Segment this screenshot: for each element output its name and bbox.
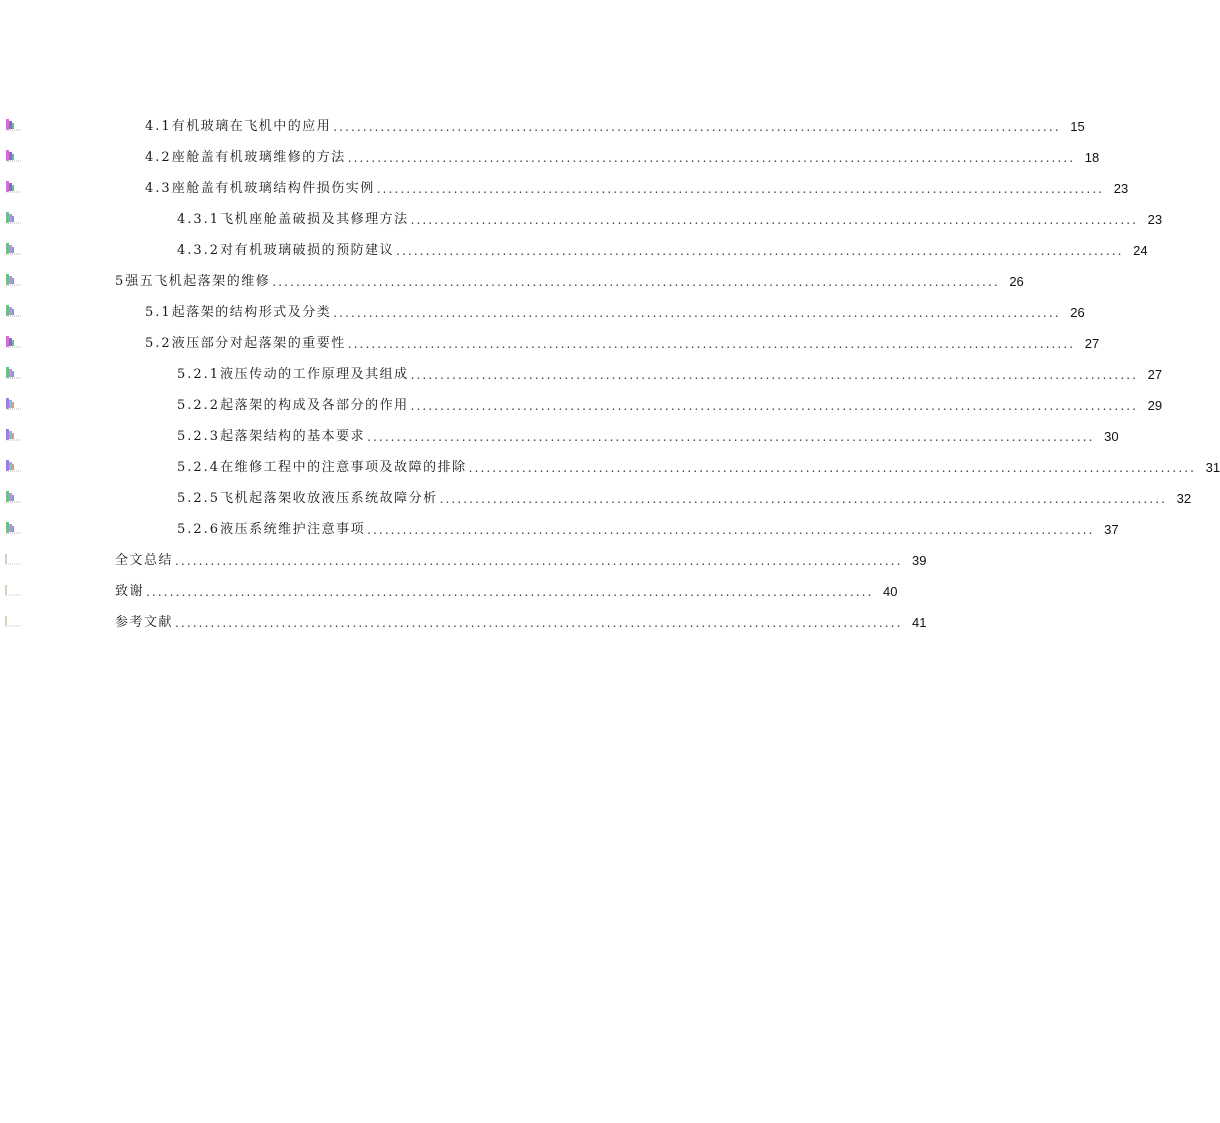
toc-leader-dots: ...........................................................................................................................: [146, 585, 874, 599]
toc-leader-dots: ...........................................................................................................................: [333, 120, 1061, 134]
toc-leader-dots: ...........................................................................................................................: [175, 554, 903, 568]
toc-entry[interactable]: [0, 610, 927, 632]
margin-marker-icon: [4, 334, 24, 350]
toc-page-number: 27: [1084, 336, 1100, 351]
toc-section-number: 5.2.6: [177, 522, 221, 537]
toc-title: 液压传动的工作原理及其组成: [220, 367, 409, 382]
toc-page-number: 23: [1113, 181, 1129, 196]
margin-marker-icon: [4, 427, 24, 443]
toc-entry[interactable]: [0, 393, 1163, 415]
toc-title: 飞机起落架收放液压系统故障分析: [220, 491, 438, 506]
toc-leader-dots: ...........................................................................................................................: [347, 337, 1076, 351]
margin-marker-icon: [4, 489, 24, 505]
toc-entry[interactable]: [0, 517, 1119, 539]
margin-marker-icon: [4, 520, 24, 536]
toc-page-number: 26: [1070, 305, 1085, 320]
toc-page-number: 23: [1147, 212, 1163, 227]
toc-entry[interactable]: [0, 579, 898, 601]
margin-marker-icon: [4, 458, 24, 474]
margin-marker-icon: [4, 613, 24, 629]
toc-title: 起落架的构成及各部分的作用: [220, 398, 409, 413]
toc-title: 液压系统维护注意事项: [220, 522, 366, 537]
margin-marker-icon: [4, 241, 24, 257]
toc-section-number: 4.2: [145, 150, 172, 165]
toc-section-number: 4.3: [145, 181, 172, 196]
toc-entry[interactable]: [0, 238, 1148, 260]
toc-entry[interactable]: [0, 455, 1220, 477]
toc-leader-dots: ...........................................................................................................................: [333, 306, 1061, 320]
toc-section-number: 4.1: [145, 119, 172, 134]
toc-entry[interactable]: [0, 424, 1119, 446]
toc-title: 对有机玻璃破损的预防建议: [220, 243, 395, 258]
toc-page-number: 40: [883, 584, 898, 599]
toc-title: 座舱盖有机玻璃维修的方法: [171, 150, 346, 165]
toc-leader-dots: ...........................................................................................................................: [396, 244, 1124, 258]
margin-marker-icon: [4, 365, 24, 381]
toc-leader-dots: ...........................................................................................................................: [439, 492, 1168, 506]
toc-entry[interactable]: [0, 145, 1100, 167]
toc-section-number: 5.2.2: [177, 398, 221, 413]
toc-entry[interactable]: [0, 362, 1163, 384]
toc-title: 在维修工程中的注意事项及故障的排除: [220, 460, 467, 475]
toc-page-number: 30: [1104, 429, 1119, 444]
toc-leader-dots: ...........................................................................................................................: [468, 461, 1197, 475]
toc-page-number: 29: [1147, 398, 1163, 413]
toc-title: 强五飞机起落架的维修: [125, 274, 271, 289]
toc-title: 座舱盖有机玻璃结构件损伤实例: [171, 181, 375, 196]
toc-title: 有机玻璃在飞机中的应用: [171, 119, 332, 134]
toc-title: 起落架的结构形式及分类: [171, 305, 332, 320]
margin-marker-icon: [4, 396, 24, 412]
toc-page-number: 27: [1147, 367, 1163, 382]
toc-leader-dots: ...........................................................................................................................: [272, 275, 1000, 289]
toc-title: 全文总结: [115, 553, 174, 568]
toc-leader-dots: ...........................................................................................................................: [175, 616, 903, 630]
toc-page-number: 37: [1104, 522, 1119, 537]
toc-section-number: 5.2.3: [177, 429, 221, 444]
toc-section-number: 5.2.1: [177, 367, 221, 382]
toc-page-number: 26: [1009, 274, 1024, 289]
toc-section-number: 4.3.2: [177, 243, 221, 258]
margin-marker-icon: [4, 148, 24, 164]
toc-leader-dots: ...........................................................................................................................: [410, 368, 1139, 382]
toc-leader-dots: ...........................................................................................................................: [367, 430, 1095, 444]
margin-marker-icon: [4, 272, 24, 288]
toc-title: 飞机座舱盖破损及其修理方法: [220, 212, 409, 227]
margin-marker-icon: [4, 551, 24, 567]
toc-entry[interactable]: [0, 548, 927, 570]
toc-title: 参考文献: [115, 615, 174, 630]
toc-entry[interactable]: [0, 207, 1163, 229]
toc-leader-dots: ...........................................................................................................................: [410, 399, 1139, 413]
margin-marker-icon: [4, 179, 24, 195]
toc-page-number: 15: [1070, 119, 1085, 134]
toc-title: 致谢: [115, 584, 145, 599]
toc-page-number: 31: [1205, 460, 1220, 475]
toc-entry[interactable]: [0, 486, 1192, 508]
toc-entry[interactable]: [0, 331, 1100, 353]
toc-entry[interactable]: [0, 114, 1085, 136]
toc-title: 起落架结构的基本要求: [220, 429, 366, 444]
toc-page-number: 39: [912, 553, 927, 568]
toc-title: 液压部分对起落架的重要性: [171, 336, 346, 351]
margin-marker-icon: [4, 303, 24, 319]
toc-entry[interactable]: [0, 269, 1024, 291]
toc-section-number: 5: [115, 274, 126, 289]
toc-section-number: 5.2.5: [177, 491, 221, 506]
toc-page-number: 32: [1176, 491, 1192, 506]
toc-entry[interactable]: [0, 300, 1085, 322]
toc-section-number: 5.2: [145, 336, 172, 351]
toc-page-number: 18: [1084, 150, 1100, 165]
margin-marker-icon: [4, 582, 24, 598]
toc-leader-dots: ...........................................................................................................................: [410, 213, 1139, 227]
toc-entry[interactable]: [0, 176, 1129, 198]
toc-page-number: 24: [1133, 243, 1148, 258]
toc-page-number: 41: [912, 615, 927, 630]
margin-marker-icon: [4, 210, 24, 226]
toc-leader-dots: ...........................................................................................................................: [347, 151, 1076, 165]
toc-section-number: 5.2.4: [177, 460, 221, 475]
toc-leader-dots: ...........................................................................................................................: [367, 523, 1095, 537]
toc-section-number: 4.3.1: [177, 212, 221, 227]
margin-marker-icon: [4, 117, 24, 133]
toc-section-number: 5.1: [145, 305, 172, 320]
toc-leader-dots: ...........................................................................................................................: [376, 182, 1105, 196]
